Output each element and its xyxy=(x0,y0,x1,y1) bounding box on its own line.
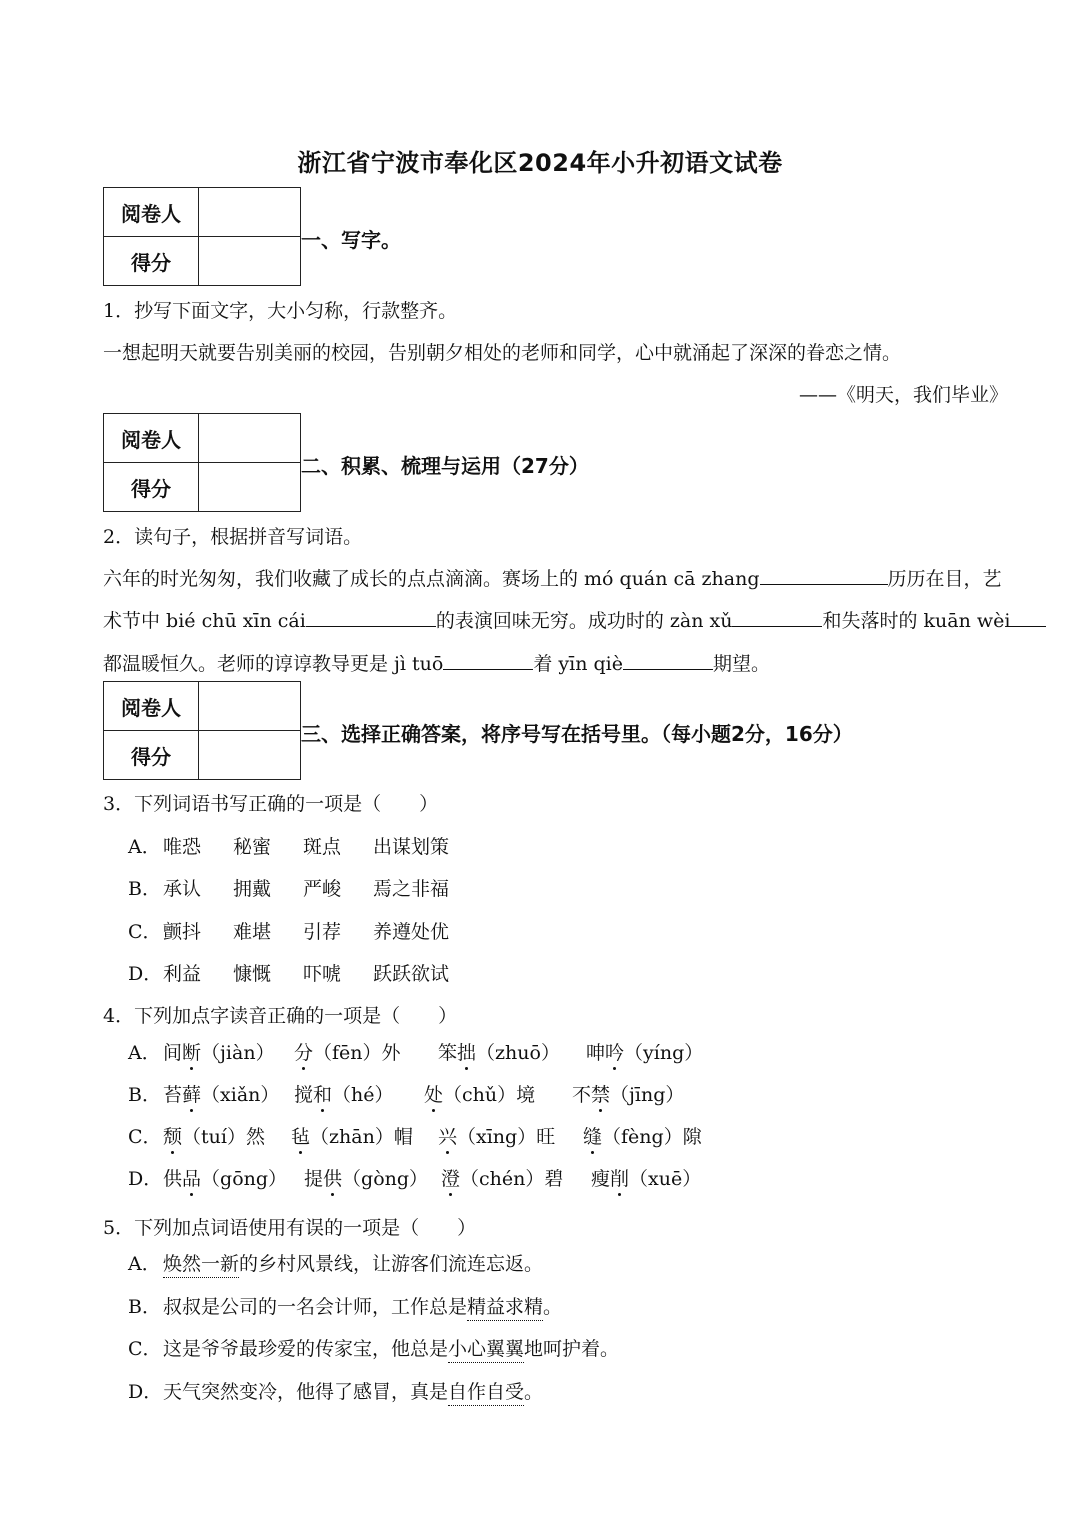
pinyin: （zhān）帽 xyxy=(310,1126,413,1148)
q2-text: 期望。 xyxy=(712,653,770,675)
dotted-char: 分 xyxy=(294,1042,314,1064)
sentence-text: 。 xyxy=(524,1381,544,1403)
option-label: B． xyxy=(128,1084,161,1106)
dotted-char: 澄 xyxy=(441,1168,461,1190)
option-word: 出谋划策 xyxy=(373,836,450,858)
dotted-phrase: 小心翼翼 xyxy=(448,1338,524,1363)
option-label: D． xyxy=(128,1168,163,1190)
dotted-char: 断 xyxy=(182,1042,202,1064)
option-word: 秘蜜 xyxy=(233,836,272,858)
reviewer-label: 阅卷人 xyxy=(104,682,199,731)
pinyin: （gōng） xyxy=(201,1168,288,1190)
q5-option-b[interactable] xyxy=(128,1292,562,1319)
q2-line-3 xyxy=(103,649,770,676)
answer-blank[interactable] xyxy=(732,608,822,627)
q2-text: 术节中 bié chū xīn cái xyxy=(103,610,306,632)
page-title: 浙江省宁波市奉化区2024年小升初语文试卷 xyxy=(297,149,783,177)
option-word: 吓唬 xyxy=(303,963,342,985)
q5-option-a[interactable] xyxy=(128,1249,543,1276)
pinyin: （zhuō） xyxy=(476,1042,560,1064)
dotted-char: 毡 xyxy=(291,1126,311,1148)
q1-source: ——《明天，我们毕业》 xyxy=(798,384,1008,406)
q2-text: 和失落时的 kuān wèi xyxy=(822,610,1011,632)
score-label: 得分 xyxy=(104,237,199,286)
option-word: 难堪 xyxy=(233,921,272,943)
q2-text: 都温暖恒久。老师的谆谆教导更是 jì tuō xyxy=(103,653,444,675)
dotted-char: 吟 xyxy=(605,1042,625,1064)
char: 瘦 xyxy=(591,1168,611,1190)
reviewer-cell[interactable] xyxy=(199,414,301,463)
char: 呻 xyxy=(586,1042,606,1064)
pinyin: （jiàn） xyxy=(201,1042,275,1064)
option-label: A． xyxy=(128,836,161,858)
option-word: 斑点 xyxy=(303,836,342,858)
option-label: A． xyxy=(128,1042,161,1064)
sentence-text: 的乡村风景线，让游客们流连忘返。 xyxy=(239,1253,544,1275)
char: 提 xyxy=(304,1168,324,1190)
dotted-char: 禁 xyxy=(591,1084,611,1106)
q1-stem: 1．抄写下面文字，大小匀称，行款整齐。 xyxy=(103,300,458,322)
q4-option-b[interactable] xyxy=(128,1080,684,1107)
option-word: 严峻 xyxy=(303,878,342,900)
answer-blank[interactable] xyxy=(306,608,436,627)
answer-blank[interactable] xyxy=(1010,608,1046,627)
char: 供 xyxy=(163,1168,183,1190)
score-table-3 xyxy=(103,681,301,780)
pinyin: （xuē） xyxy=(629,1168,702,1190)
reviewer-cell[interactable] xyxy=(199,188,301,237)
q2-text: 历历在目，艺 xyxy=(887,568,1002,590)
pinyin: （chén）碧 xyxy=(460,1168,564,1190)
q1-text: 一想起明天就要告别美丽的校园，告别朝夕相处的老师和同学，心中就涌起了深深的眷恋之情。 xyxy=(103,342,902,364)
option-label: D． xyxy=(128,1381,163,1403)
option-word: 养遵处优 xyxy=(373,921,450,943)
q2-text: 着 yīn qiè xyxy=(533,653,623,675)
dotted-phrase: 精益求精 xyxy=(467,1296,543,1321)
q4-stem: 4．下列加点字读音正确的一项是（ ） xyxy=(103,1005,458,1027)
dotted-char: 和 xyxy=(313,1084,333,1106)
reviewer-cell[interactable] xyxy=(199,682,301,731)
q2-text: 的表演回味无穷。成功时的 zàn xǔ xyxy=(435,610,733,632)
answer-blank[interactable] xyxy=(443,651,533,670)
pinyin: （chǔ）境 xyxy=(443,1084,536,1106)
dotted-char: 处 xyxy=(424,1084,444,1106)
option-word: 慷慨 xyxy=(233,963,272,985)
q2-line-2 xyxy=(103,606,1046,633)
section-3-heading: 三、选择正确答案，将序号写在括号里。（每小题2分，16分） xyxy=(301,722,853,746)
q2-text: 六年的时光匆匆，我们收藏了成长的点点滴滴。赛场上的 mó quán cā zhang xyxy=(103,568,760,590)
sentence-text: 这是爷爷最珍爱的传家宝，他总是 xyxy=(163,1338,449,1360)
option-word: 唯恐 xyxy=(163,836,202,858)
q2-line-1 xyxy=(103,564,1002,591)
option-word: 拥戴 xyxy=(233,878,272,900)
section-2-heading: 二、积累、梳理与运用（27分） xyxy=(301,454,589,478)
section-1-heading: 一、写字。 xyxy=(301,228,401,252)
q2-stem: 2．读句子，根据拼音写词语。 xyxy=(103,526,363,548)
dotted-char: 品 xyxy=(182,1168,202,1190)
option-label: A． xyxy=(128,1253,161,1275)
option-label: B． xyxy=(128,1296,161,1318)
pinyin: （gòng） xyxy=(342,1168,429,1190)
score-label: 得分 xyxy=(104,463,199,512)
option-label: C． xyxy=(128,1126,162,1148)
option-label: B． xyxy=(128,878,161,900)
sentence-text: 地呵护着。 xyxy=(524,1338,620,1360)
char: 苔 xyxy=(163,1084,183,1106)
dotted-char: 供 xyxy=(323,1168,343,1190)
char: 不 xyxy=(572,1084,592,1106)
pinyin: （jīng） xyxy=(610,1084,685,1106)
dotted-phrase: 自作自受 xyxy=(448,1381,524,1406)
sentence-text: 叔叔是公司的一名会计师，工作总是 xyxy=(163,1296,468,1318)
q3-stem: 3．下列词语书写正确的一项是（ ） xyxy=(103,793,439,815)
answer-blank[interactable] xyxy=(623,651,713,670)
sentence-text: 天气突然变冷，他得了感冒，真是 xyxy=(163,1381,449,1403)
reviewer-label: 阅卷人 xyxy=(104,188,199,237)
dotted-char: 颓 xyxy=(163,1126,183,1148)
pinyin: （tuí）然 xyxy=(182,1126,265,1148)
score-table-2 xyxy=(103,413,301,512)
pinyin: （xīng）旺 xyxy=(457,1126,556,1148)
q3-option-c[interactable] xyxy=(128,917,449,944)
option-word: 焉之非福 xyxy=(373,878,450,900)
q5-stem: 5．下列加点词语使用有误的一项是（ ） xyxy=(103,1217,477,1239)
dotted-char: 削 xyxy=(610,1168,630,1190)
char: 笨 xyxy=(438,1042,458,1064)
sentence-text: 。 xyxy=(543,1296,563,1318)
q3-option-d[interactable] xyxy=(128,959,449,986)
pinyin: （fèng）隙 xyxy=(602,1126,702,1148)
q4-option-d[interactable] xyxy=(128,1164,701,1191)
dotted-phrase: 焕然一新 xyxy=(163,1253,239,1278)
pinyin: （hé） xyxy=(332,1084,394,1106)
score-cell[interactable] xyxy=(199,731,301,780)
char: 搅 xyxy=(294,1084,314,1106)
q3-option-a[interactable] xyxy=(128,832,449,859)
score-cell[interactable] xyxy=(199,237,301,286)
q5-option-d[interactable] xyxy=(128,1377,543,1404)
option-label: C． xyxy=(128,921,162,943)
score-table-1 xyxy=(103,187,301,286)
char: 间 xyxy=(163,1042,183,1064)
q3-option-b[interactable] xyxy=(128,874,449,901)
option-word: 承认 xyxy=(163,878,202,900)
q5-option-c[interactable] xyxy=(128,1334,619,1361)
dotted-char: 拙 xyxy=(457,1042,477,1064)
dotted-char: 兴 xyxy=(438,1126,458,1148)
q4-option-a[interactable] xyxy=(128,1038,703,1065)
option-word: 引荐 xyxy=(303,921,342,943)
pinyin: （fēn）外 xyxy=(313,1042,401,1064)
option-label: C． xyxy=(128,1338,162,1360)
q4-option-c[interactable] xyxy=(128,1122,702,1149)
option-word: 颤抖 xyxy=(163,921,202,943)
option-word: 跃跃欲试 xyxy=(373,963,450,985)
score-label: 得分 xyxy=(104,731,199,780)
option-label: D． xyxy=(128,963,163,985)
reviewer-label: 阅卷人 xyxy=(104,414,199,463)
pinyin: （xiǎn） xyxy=(201,1084,280,1106)
pinyin: （yíng） xyxy=(624,1042,704,1064)
option-word: 利益 xyxy=(163,963,202,985)
answer-blank[interactable] xyxy=(760,566,888,585)
score-cell[interactable] xyxy=(199,463,301,512)
dotted-char: 藓 xyxy=(182,1084,202,1106)
dotted-char: 缝 xyxy=(583,1126,603,1148)
